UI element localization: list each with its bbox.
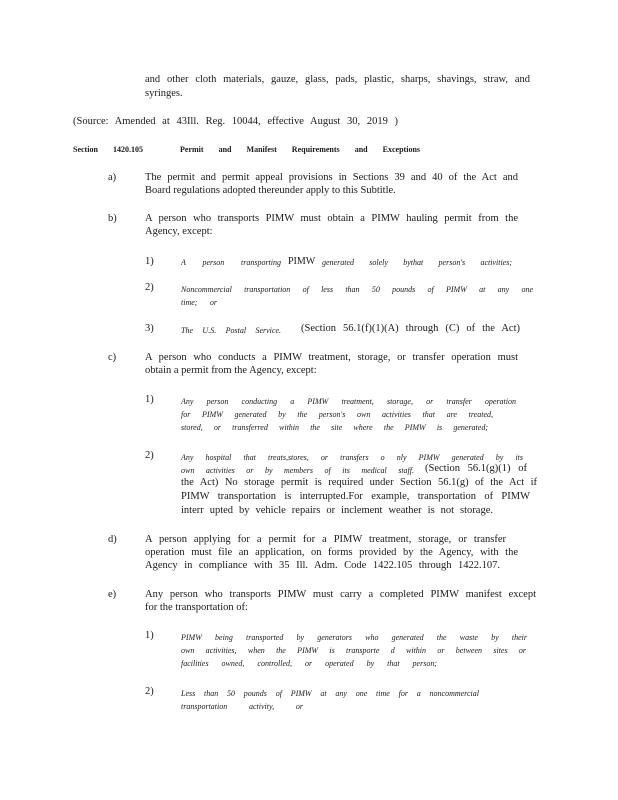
subsection-text-line: Any person who transports PIMW must carry a completed PIMW manifest except bbox=[145, 589, 536, 600]
item-marker: 1) bbox=[145, 256, 154, 267]
subsection-text-line: The permit and permit appeal provisions in Sections 39 and 40 of the Act and bbox=[145, 172, 518, 183]
item-text-line: facilities owned, controlled, or operated by that person; bbox=[181, 659, 437, 668]
item-text-line: (Section 56.1(f)(1)(A) through (C) of the Act) bbox=[301, 323, 520, 334]
item-marker: 3) bbox=[145, 323, 154, 334]
item-text-line: own activities or by members of its medical staff. bbox=[181, 466, 414, 475]
item-text-line: Less than 50 pounds of PIMW at any one time for a noncommercial bbox=[181, 689, 479, 698]
item-text-line: own activities, when the PIMW is transporte d within or between sites or bbox=[181, 646, 526, 655]
section-title: Permit and Manifest Requirements and Exceptions bbox=[180, 145, 420, 154]
paragraph-continuation-line: and other cloth materials, gauze, glass, pads, plastic, sharps, shavings, straw, and bbox=[145, 74, 530, 85]
item-text-line: the Act) No storage permit is required under Section 56.1(g) of the Act if bbox=[181, 477, 537, 488]
item-text-line: Any hospital that treats,stores, or transfers o nly PIMW generated by its bbox=[181, 453, 523, 462]
item-text-line: PIMW transportation is interrupted.For example, transportation of PIMW bbox=[181, 491, 530, 502]
item-marker: 1) bbox=[145, 630, 154, 641]
subsection-text-line: for the transportation of: bbox=[145, 602, 248, 613]
subsection-text-line: obtain a permit from the Agency, except: bbox=[145, 365, 317, 376]
item-text-line: PIMW bbox=[288, 256, 316, 267]
item-text-line: transportation activity, or bbox=[181, 702, 303, 711]
subsection-text-line: A person who conducts a PIMW treatment, storage, or transfer operation must bbox=[145, 352, 518, 363]
item-text-line: for PIMW generated by the person's own activities that are treated, bbox=[181, 410, 493, 419]
section-label: Section bbox=[73, 145, 98, 154]
subsection-text-line: A person applying for a permit for a PIMW treatment, storage, or transfer bbox=[145, 534, 506, 545]
item-marker: 1) bbox=[145, 394, 154, 405]
item-text-line: (Section 56.1(g)(1) of bbox=[425, 463, 527, 474]
subsection-marker: e) bbox=[108, 589, 117, 600]
subsection-text-line: Agency in compliance with 35 Ill. Adm. Code 1422.105 through 1422.107. bbox=[145, 560, 500, 571]
subsection-text-line: A person who transports PIMW must obtain a PIMW hauling permit from the bbox=[145, 213, 518, 224]
subsection-text-line: operation must file an application, on forms provided by the Agency, with the bbox=[145, 547, 518, 558]
item-marker: 2) bbox=[145, 686, 154, 697]
source-note: (Source: Amended at 43Ill. Reg. 10044, effective August 30, 2019 ) bbox=[73, 116, 398, 127]
item-text-line: A person transporting bbox=[181, 258, 281, 267]
item-text-line: Noncommercial transportation of less than 50 pounds of PIMW at any one bbox=[181, 285, 533, 294]
subsection-marker: c) bbox=[108, 352, 117, 363]
item-text-line: PIMW being transported by generators who generated the waste by their bbox=[181, 633, 527, 642]
item-text-line: generated solely bythat person's activities; bbox=[322, 258, 512, 267]
paragraph-continuation-line: syringes. bbox=[145, 88, 183, 99]
item-text-line: The U.S. Postal Service. bbox=[181, 326, 281, 335]
subsection-marker: b) bbox=[108, 213, 117, 224]
item-marker: 2) bbox=[145, 282, 154, 293]
subsection-text-line: Board regulations adopted thereunder apply to this Subtitle. bbox=[145, 185, 396, 196]
item-text-line: interr upted by vehicle repairs or inclement weather is not storage. bbox=[181, 505, 493, 516]
item-text-line: Any person conducting a PIMW treatment, storage, or transfer operation bbox=[181, 397, 516, 406]
subsection-text-line: Agency, except: bbox=[145, 226, 213, 237]
subsection-marker: a) bbox=[108, 172, 117, 183]
item-text-line: stored, or transferred within the site where the PIMW is generated; bbox=[181, 423, 488, 432]
subsection-marker: d) bbox=[108, 534, 117, 545]
section-number: 1420.105 bbox=[113, 145, 143, 154]
item-text-line: time; or bbox=[181, 298, 217, 307]
item-marker: 2) bbox=[145, 450, 154, 461]
